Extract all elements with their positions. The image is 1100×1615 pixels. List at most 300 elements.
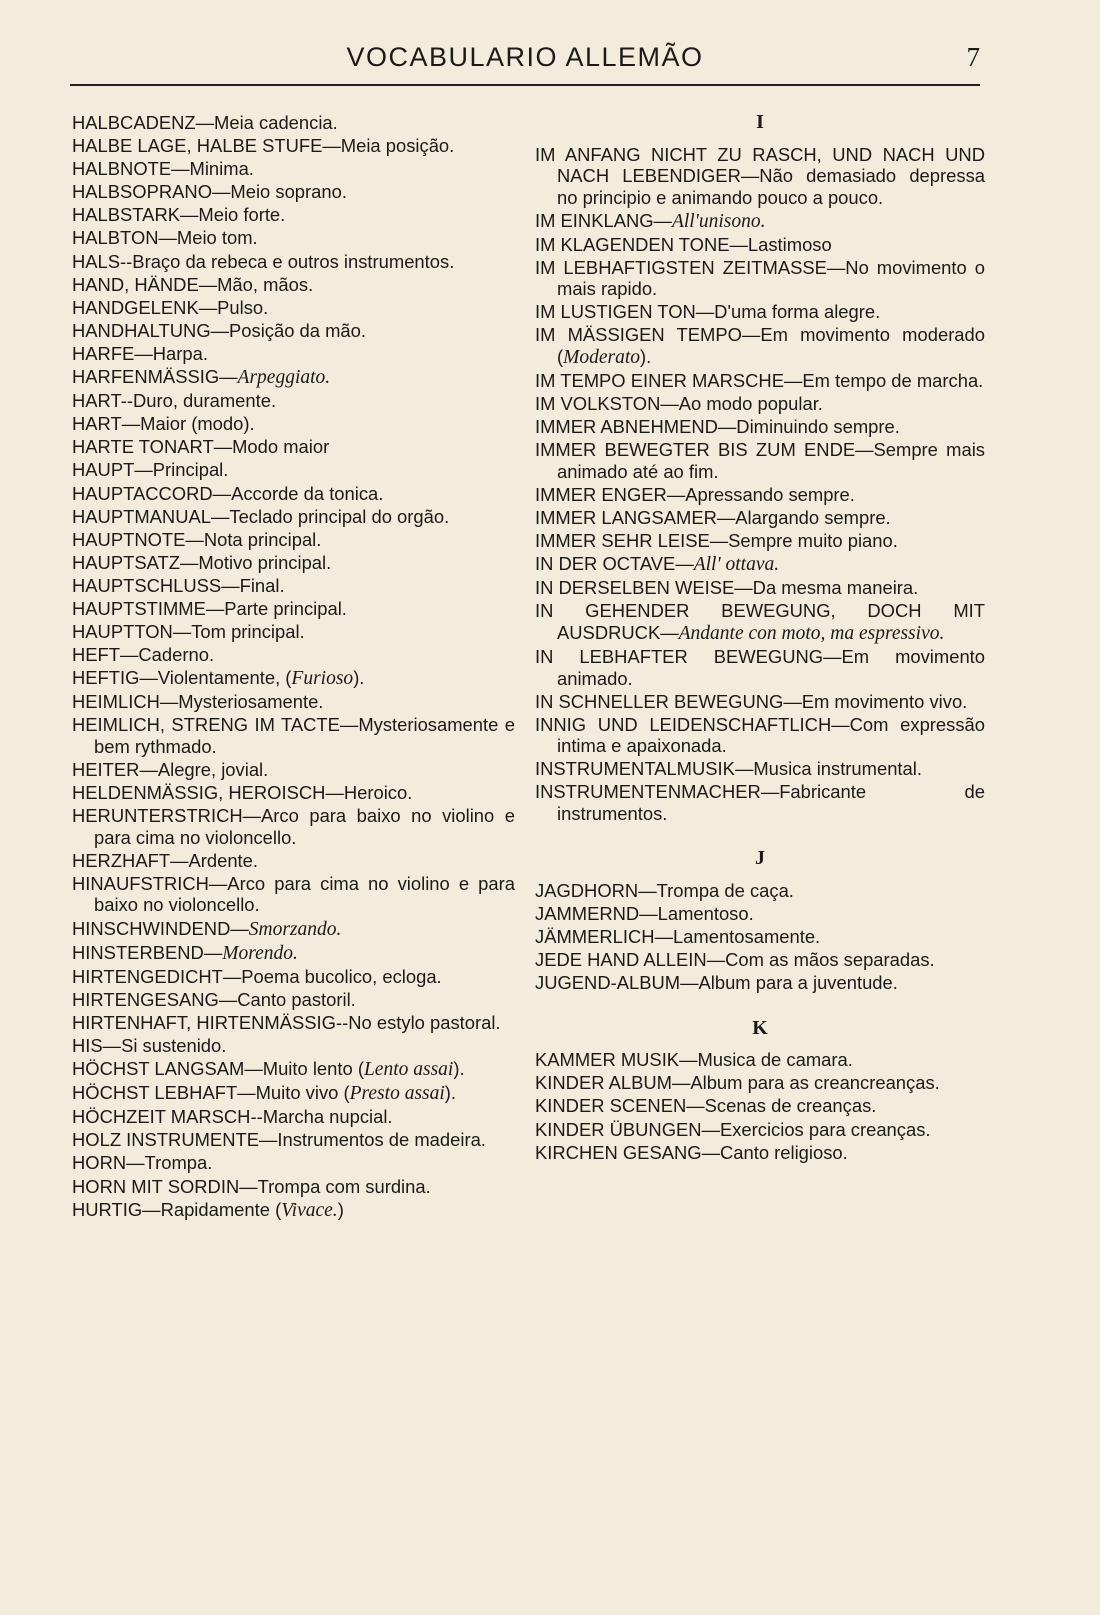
entry-definition bbox=[198, 204, 285, 225]
definition-text: Musica instrumental. bbox=[753, 758, 922, 780]
vocabulary-entry bbox=[535, 1142, 985, 1164]
entry-term: JEDE HAND ALLEIN bbox=[535, 949, 707, 971]
entry-definition bbox=[238, 366, 331, 387]
definition-text: Com as mãos separadas. bbox=[725, 949, 935, 971]
entry-separator: — bbox=[734, 577, 753, 599]
entry-term: JAMMERND bbox=[535, 902, 640, 924]
entry-separator: — bbox=[203, 941, 223, 963]
entry-definition bbox=[748, 234, 832, 255]
entry-definition bbox=[161, 1199, 344, 1220]
definition-text: Album para a juventude. bbox=[698, 972, 898, 994]
definition-suffix: ). bbox=[640, 345, 652, 367]
entry-term: IN DERSELBEN WEISE bbox=[535, 577, 735, 599]
entry-term: IM LUSTIGEN TON bbox=[535, 301, 696, 323]
vocabulary-entry bbox=[535, 714, 985, 757]
vocabulary-entry bbox=[72, 181, 515, 203]
definition-text: Caderno. bbox=[138, 644, 215, 666]
definition-italic: Presto assai bbox=[349, 1083, 445, 1105]
definition-text: Meio tom. bbox=[176, 227, 258, 249]
vocabulary-entry bbox=[535, 530, 985, 552]
running-title: VOCABULARIO ALLEMÃO bbox=[346, 42, 704, 72]
entry-term: HEFT bbox=[72, 644, 121, 666]
entry-separator: — bbox=[142, 1198, 161, 1220]
entry-term: HERUNTERSTRICH bbox=[72, 805, 243, 827]
vocabulary-entry bbox=[72, 598, 515, 620]
entry-term: HAUPTSTIMME bbox=[72, 597, 206, 619]
entry-separator: — bbox=[706, 949, 726, 971]
entry-term: HELDENMÄSSIG, HEROISCH bbox=[72, 782, 326, 804]
entry-separator: — bbox=[239, 1175, 258, 1197]
entry-term: HARFENMÄSSIG bbox=[72, 366, 220, 388]
vocabulary-entry bbox=[72, 1058, 515, 1081]
definition-italic: Arpeggiato. bbox=[237, 367, 331, 389]
vocabulary-entry bbox=[535, 646, 985, 689]
entry-separator: — bbox=[717, 416, 737, 438]
definition-italic: Moderato bbox=[563, 346, 641, 368]
definition-text: Meio soprano. bbox=[230, 181, 347, 203]
entry-definition bbox=[237, 989, 356, 1010]
entry-separator: — bbox=[242, 805, 262, 827]
entry-definition bbox=[344, 782, 412, 803]
definition-text: Muito vivo ( bbox=[255, 1082, 350, 1104]
definition-text: Alegre, jovial. bbox=[157, 759, 269, 781]
definition-text: Mysteriosamente. bbox=[178, 691, 324, 713]
entry-separator: — bbox=[219, 366, 238, 388]
definition-italic: All'unisono. bbox=[671, 210, 766, 232]
entry-definition bbox=[140, 413, 254, 434]
entry-term: HARFE bbox=[72, 342, 135, 364]
entry-term: HALBNOTE bbox=[72, 158, 172, 180]
section-letter-j: J bbox=[755, 847, 765, 870]
definition-text: Poema bucolico, ecloga. bbox=[241, 965, 442, 987]
entry-separator: — bbox=[172, 621, 192, 643]
definition-text: Lastimoso bbox=[747, 233, 832, 255]
vocabulary-entry bbox=[72, 691, 515, 713]
entry-term: IM KLAGENDEN TONE bbox=[535, 233, 730, 255]
entry-definition bbox=[177, 227, 258, 248]
entry-definition bbox=[190, 158, 254, 179]
vocabulary-entry bbox=[72, 112, 515, 134]
entry-definition bbox=[753, 577, 919, 598]
entry-definition bbox=[204, 529, 322, 550]
vocabulary-entry bbox=[535, 257, 985, 300]
definition-text: Sempre mais animado até ao fim. bbox=[557, 439, 985, 482]
entry-separator: — bbox=[760, 781, 780, 803]
entry-definition bbox=[133, 390, 276, 411]
definition-text: Diminuindo sempre. bbox=[736, 416, 900, 438]
definition-text: Muito lento ( bbox=[262, 1058, 364, 1080]
definition-text: Lamentosamente. bbox=[672, 926, 821, 948]
entry-definition bbox=[224, 598, 347, 619]
entry-term: HALBSOPRANO bbox=[72, 181, 213, 203]
entry-definition bbox=[158, 667, 365, 688]
entry-separator: — bbox=[638, 879, 657, 901]
entry-separator: — bbox=[654, 926, 673, 948]
entry-separator: — bbox=[680, 972, 699, 994]
entry-separator: — bbox=[126, 1152, 145, 1174]
definition-text: Posição da mão. bbox=[229, 319, 367, 341]
entry-separator: — bbox=[205, 597, 225, 619]
entry-definition bbox=[241, 966, 441, 987]
definition-text: Violentamente, ( bbox=[157, 667, 292, 689]
definition-text: Lamentoso. bbox=[657, 902, 754, 924]
vocabulary-entry bbox=[72, 158, 515, 180]
entry-separator: — bbox=[158, 227, 177, 249]
definition-text: Ao modo popular. bbox=[678, 393, 823, 415]
entry-definition bbox=[277, 1129, 486, 1150]
entry-definition bbox=[657, 880, 794, 901]
vocabulary-entry bbox=[535, 507, 985, 529]
entry-definition bbox=[690, 1072, 939, 1093]
entry-separator: — bbox=[826, 256, 846, 278]
entry-term: HEFTIG bbox=[72, 667, 140, 689]
entry-definition bbox=[263, 1106, 393, 1127]
vocabulary-entry bbox=[535, 1095, 985, 1117]
entry-definition bbox=[258, 1176, 431, 1197]
definition-text: Minima. bbox=[189, 158, 254, 180]
entry-term: HURTIG bbox=[72, 1198, 143, 1220]
definition-text: Rapidamente ( bbox=[160, 1198, 282, 1220]
definition-text: Mão, mãos. bbox=[217, 273, 314, 295]
entry-definition bbox=[232, 436, 329, 457]
vocabulary-entry bbox=[535, 370, 985, 392]
definition-text: Motivo principal. bbox=[198, 551, 332, 573]
definition-text: D'uma forma alegre. bbox=[714, 301, 881, 323]
definition-text: Exercicios para creanças. bbox=[719, 1118, 931, 1140]
entry-definition bbox=[214, 112, 338, 133]
vocabulary-entry bbox=[535, 301, 985, 323]
entry-separator: — bbox=[171, 158, 190, 180]
entry-definition bbox=[673, 926, 820, 947]
vocabulary-entry bbox=[535, 416, 985, 438]
vocabulary-entry bbox=[72, 320, 515, 342]
entry-separator: — bbox=[716, 507, 736, 529]
definition-text: Maior (modo). bbox=[140, 413, 255, 435]
entry-term: KIRCHEN GESANG bbox=[535, 1141, 702, 1163]
section-letter-k: K bbox=[752, 1016, 768, 1039]
vocabulary-entry bbox=[535, 758, 985, 780]
definition-text: Final. bbox=[239, 574, 285, 596]
vocabulary-entry bbox=[72, 1106, 515, 1128]
definition-text: Heroico. bbox=[343, 782, 413, 804]
entry-separator: — bbox=[237, 1082, 256, 1104]
entry-definition bbox=[685, 484, 855, 505]
left-column bbox=[72, 112, 515, 1223]
entry-definition bbox=[222, 942, 298, 963]
section-k-entries bbox=[535, 1049, 985, 1163]
entry-separator: — bbox=[170, 849, 189, 871]
definition-text: Principal. bbox=[152, 459, 229, 481]
entry-term: HIRTENHAFT, HIRTENMÄSSIG bbox=[72, 1011, 336, 1033]
entry-term: IN LEBHAFTER BEWEGUNG bbox=[535, 646, 824, 667]
definition-text: Arco para cima no violino e para baixo no violoncello. bbox=[94, 872, 515, 916]
entry-term: HALBSTARK bbox=[72, 204, 180, 226]
entry-definition bbox=[145, 1152, 213, 1173]
definition-text: Mysteriosamente e bem rythmado. bbox=[94, 714, 515, 757]
entry-definition bbox=[802, 370, 983, 391]
entry-definition bbox=[714, 301, 880, 322]
entry-separator: — bbox=[783, 370, 803, 392]
vocabulary-entry bbox=[72, 459, 515, 481]
vocabulary-entry bbox=[72, 506, 515, 528]
entry-term: HAUPTNOTE bbox=[72, 528, 186, 550]
vocabulary-entry bbox=[72, 390, 515, 412]
definition-italic: Smorzando. bbox=[248, 918, 342, 940]
definition-text: Em tempo de marcha. bbox=[802, 370, 984, 392]
entry-term: HEITER bbox=[72, 759, 140, 781]
definition-text: Apressando sempre. bbox=[685, 483, 855, 505]
entry-term: HART bbox=[72, 390, 121, 412]
entry-separator: — bbox=[102, 1034, 122, 1056]
entry-term: KAMMER MUSIK bbox=[535, 1049, 680, 1071]
definition-text: Pulso. bbox=[217, 296, 269, 318]
entry-definition bbox=[699, 972, 898, 993]
entry-term: HERZHAFT bbox=[72, 849, 171, 871]
definition-text: Accorde da tonica. bbox=[231, 482, 384, 504]
entry-term: IMMER SEHR LEISE bbox=[535, 530, 710, 552]
vocabulary-entry bbox=[72, 942, 515, 965]
vocabulary-entry bbox=[72, 714, 515, 757]
entry-separator: -- bbox=[250, 1106, 263, 1128]
entry-term: HAUPTACCORD bbox=[72, 482, 213, 504]
entry-definition bbox=[249, 918, 342, 939]
entry-term: IM MÄSSIGEN TEMPO bbox=[535, 324, 742, 346]
entry-term: HOLZ INSTRUMENTE bbox=[72, 1129, 259, 1151]
entry-definition bbox=[753, 758, 922, 779]
entry-term: HAND, HÄNDE bbox=[72, 273, 199, 295]
entry-definition bbox=[217, 274, 313, 295]
vocabulary-entry bbox=[535, 1049, 985, 1071]
entry-definition bbox=[229, 320, 366, 341]
entry-separator: — bbox=[159, 691, 179, 713]
vocabulary-entry bbox=[535, 234, 985, 256]
definition-text: Marcha nupcial. bbox=[262, 1106, 393, 1128]
definition-text: Modo maior bbox=[232, 436, 330, 458]
entry-separator: — bbox=[660, 393, 679, 415]
entry-separator: — bbox=[695, 301, 715, 323]
entry-separator: — bbox=[139, 667, 158, 689]
vocabulary-entry bbox=[535, 484, 985, 506]
entry-definition bbox=[720, 1119, 931, 1140]
entry-definition bbox=[153, 459, 229, 480]
vocabulary-entry bbox=[72, 366, 515, 389]
definition-text: Trompa. bbox=[144, 1152, 213, 1174]
entry-separator: — bbox=[258, 1129, 278, 1151]
definition-text: Si sustenido. bbox=[121, 1034, 227, 1056]
entry-separator: — bbox=[210, 319, 230, 341]
definition-text: Da mesma maneira. bbox=[752, 577, 919, 599]
entry-separator: — bbox=[675, 553, 694, 575]
vocabulary-entry bbox=[72, 413, 515, 435]
vocabulary-entry bbox=[72, 343, 515, 365]
entry-separator: — bbox=[208, 872, 228, 894]
entry-term: JÄMMERLICH bbox=[535, 926, 655, 948]
entry-definition bbox=[694, 553, 779, 574]
entry-separator: — bbox=[686, 1095, 705, 1117]
entry-separator: — bbox=[121, 413, 141, 435]
entry-definition bbox=[728, 530, 898, 551]
definition-italic: Morendo. bbox=[222, 942, 298, 964]
definition-italic: Vivace. bbox=[281, 1199, 338, 1221]
vocabulary-entry bbox=[535, 439, 985, 482]
entry-definition bbox=[679, 393, 823, 414]
entry-term: HAUPTSCHLUSS bbox=[72, 574, 222, 596]
vocabulary-entry bbox=[72, 436, 515, 458]
entry-term: IN GEHENDER BEWEGUNG, DOCH MIT AUSDRUCK bbox=[535, 600, 985, 643]
entry-definition bbox=[679, 622, 945, 643]
entry-separator: — bbox=[221, 574, 240, 596]
entry-definition bbox=[802, 691, 968, 712]
entry-separator: — bbox=[709, 530, 729, 552]
entry-separator: — bbox=[222, 965, 242, 987]
definition-text: Album para as creancreanças. bbox=[690, 1072, 940, 1094]
entry-separator: — bbox=[855, 439, 874, 461]
vocabulary-entry bbox=[72, 1012, 515, 1034]
definition-suffix: ). bbox=[444, 1082, 457, 1104]
entry-separator: — bbox=[823, 646, 842, 667]
definition-text: No movimento o mais rapido. bbox=[557, 256, 985, 300]
definition-text: Não demasiado depressa no principio e animando pouco a pouco. bbox=[557, 165, 985, 208]
entry-separator: — bbox=[210, 505, 230, 527]
vocabulary-entry bbox=[72, 274, 515, 296]
vocabulary-entry bbox=[72, 227, 515, 249]
entry-term: HIRTENGEDICHT bbox=[72, 965, 223, 987]
entry-term: HANDHALTUNG bbox=[72, 319, 211, 341]
vocabulary-entry bbox=[72, 644, 515, 666]
entry-separator: — bbox=[701, 1118, 720, 1140]
vocabulary-entry bbox=[72, 621, 515, 643]
entry-term: HÖCHZEIT MARSCH bbox=[72, 1106, 251, 1128]
vocabulary-entry bbox=[535, 1119, 985, 1141]
entry-term: IMMER ABNEHMEND bbox=[535, 416, 718, 438]
definition-italic: Andante con moto, ma espressivo. bbox=[678, 622, 945, 644]
entry-term: HIRTENGESANG bbox=[72, 988, 219, 1010]
definition-text: Canto pastoril. bbox=[237, 988, 356, 1010]
entry-separator: — bbox=[671, 1072, 691, 1094]
vocabulary-entry bbox=[72, 805, 515, 848]
entry-separator: — bbox=[322, 135, 341, 157]
entry-term: HINSCHWINDEND bbox=[72, 917, 231, 939]
definition-italic: Furioso bbox=[291, 668, 354, 690]
definition-text: Em movimento moderado ( bbox=[557, 324, 985, 367]
entry-separator: — bbox=[134, 459, 153, 481]
vocabulary-entry bbox=[535, 393, 985, 415]
entry-term: HAUPTTON bbox=[72, 621, 173, 643]
section-i-entries bbox=[535, 144, 985, 825]
entry-term: HALBCADENZ bbox=[72, 112, 196, 133]
vocabulary-entry bbox=[72, 1129, 515, 1151]
entry-separator: -- bbox=[335, 1011, 349, 1033]
entry-definition bbox=[240, 575, 285, 596]
entry-separator: — bbox=[198, 296, 218, 318]
entry-term: HINAUFSTRICH bbox=[72, 872, 209, 894]
entry-separator: — bbox=[120, 644, 139, 666]
entry-term: IM ANFANG NICHT ZU RASCH, UND NACH UND NACH LEBENDIGER bbox=[535, 143, 985, 186]
right-column bbox=[535, 112, 985, 1165]
entry-term: KINDER SCENEN bbox=[535, 1095, 687, 1117]
entry-term: HORN MIT SORDIN bbox=[72, 1175, 240, 1197]
definition-text: Scenas de creanças. bbox=[704, 1095, 877, 1117]
definition-text: No estylo pastoral. bbox=[348, 1011, 501, 1033]
vocabulary-entry bbox=[535, 691, 985, 713]
entry-separator: — bbox=[783, 690, 802, 712]
entry-definition bbox=[658, 903, 754, 924]
vocabulary-entry bbox=[535, 926, 985, 948]
vocabulary-entry bbox=[72, 135, 515, 157]
entry-separator: — bbox=[244, 1058, 263, 1080]
entry-definition bbox=[121, 1035, 226, 1056]
entry-separator: -- bbox=[120, 250, 133, 272]
entry-definition bbox=[230, 181, 347, 202]
page-header bbox=[70, 42, 980, 88]
entry-separator: — bbox=[230, 917, 249, 939]
vocabulary-entry bbox=[72, 552, 515, 574]
entry-definition bbox=[341, 135, 454, 156]
entry-separator: -- bbox=[120, 390, 133, 412]
vocabulary-entry bbox=[72, 782, 515, 804]
entry-separator: — bbox=[701, 1141, 720, 1163]
entry-separator: — bbox=[831, 713, 850, 735]
entry-term: JAGDHORN bbox=[535, 879, 639, 901]
definition-text: Com expressão intima e apaixonada. bbox=[557, 713, 986, 757]
entry-definition bbox=[132, 251, 454, 272]
entry-definition bbox=[178, 691, 323, 712]
definition-text: Fabricante de instrumentos. bbox=[557, 781, 985, 824]
entry-term: IM EINKLANG bbox=[535, 209, 654, 231]
vocabulary-entry bbox=[535, 324, 985, 368]
definition-suffix: ). bbox=[453, 1058, 465, 1080]
vocabulary-entry bbox=[535, 600, 985, 644]
vocabulary-entry bbox=[535, 1072, 985, 1094]
entry-definition bbox=[229, 506, 449, 527]
definition-text: Ardente. bbox=[188, 849, 258, 871]
entry-separator: — bbox=[741, 324, 761, 346]
vocabulary-entry bbox=[72, 297, 515, 319]
entry-term: HEIMLICH bbox=[72, 691, 160, 713]
definition-text: Teclado principal do orgão. bbox=[229, 505, 450, 527]
entry-separator: — bbox=[212, 482, 232, 504]
entry-definition bbox=[256, 1082, 456, 1103]
definition-suffix: ) bbox=[337, 1198, 344, 1220]
vocabulary-entry bbox=[72, 529, 515, 551]
entry-definition bbox=[231, 483, 383, 504]
definition-suffix: ). bbox=[353, 667, 365, 689]
definition-text: Instrumentos de madeira. bbox=[277, 1129, 486, 1151]
entry-separator: — bbox=[653, 209, 672, 231]
entry-separator: — bbox=[639, 902, 658, 924]
definition-text: Meia cadencia. bbox=[214, 112, 338, 133]
vocabulary-entry bbox=[535, 781, 985, 824]
entry-separator: — bbox=[339, 714, 359, 736]
entry-definition bbox=[138, 644, 214, 665]
entry-separator: — bbox=[729, 233, 748, 255]
entry-separator: — bbox=[180, 204, 199, 226]
entry-term: HALS bbox=[72, 250, 121, 272]
section-letter-i: I bbox=[756, 111, 764, 133]
entry-term: HIS bbox=[72, 1034, 103, 1056]
entry-term: INNIG UND LEIDENSCHAFTLICH bbox=[535, 713, 832, 735]
entry-term: HALBTON bbox=[72, 227, 159, 249]
vocabulary-entry bbox=[72, 1176, 515, 1198]
entry-separator: — bbox=[325, 782, 344, 804]
entry-definition bbox=[217, 297, 268, 318]
vocabulary-entry bbox=[72, 667, 515, 690]
entry-definition bbox=[263, 1058, 465, 1079]
entry-term: HÖCHST LEBHAFT bbox=[72, 1082, 238, 1104]
entry-term: KINDER ALBUM bbox=[535, 1072, 672, 1094]
definition-text: Em movimento vivo. bbox=[801, 690, 968, 712]
entry-definition bbox=[188, 850, 258, 871]
